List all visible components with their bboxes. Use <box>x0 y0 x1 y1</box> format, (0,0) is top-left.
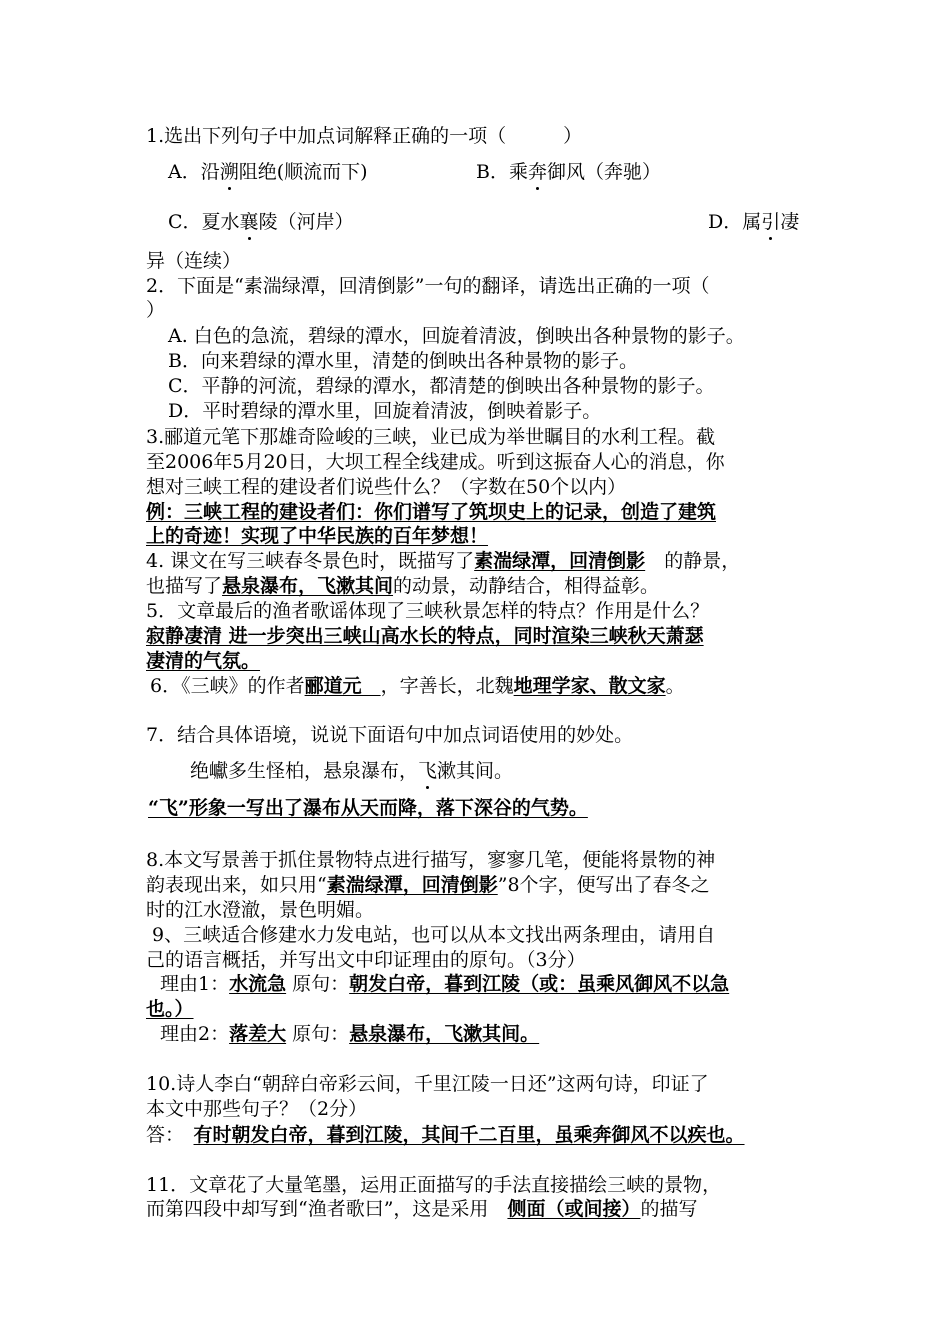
q9-line-1: 9、三峡适合修建水力发电站，也可以从本文找出两条理由，请用自 <box>152 924 716 946</box>
q2-option-a: A. 白色的急流，碧绿的潭水，回旋着清波，倒映出各种景物的影子。 <box>168 325 745 347</box>
emphasis-dot: 溯 <box>219 161 239 183</box>
q2-option-c: C．平静的河流，碧绿的潭水，都清楚的倒映出各种景物的影子。 <box>168 375 715 397</box>
q2-option-d: D．平时碧绿的潭水里，回旋着清波，倒映着影子。 <box>168 400 602 422</box>
q3-answer-2: 上的奇迹！实现了中华民族的百年梦想！ <box>146 525 489 547</box>
emphasis-dot: 引 <box>761 211 781 233</box>
q7-answer: “飞”形象一写出了瀑布从天而降，落下深谷的气势。 <box>148 797 588 819</box>
q5-stem: 5．文章最后的渔者歌谣体现了三峡秋景怎样的特点？作用是什么？ <box>146 600 710 622</box>
emphasis-dot: 飞 <box>418 760 438 782</box>
q4-answer-1: 素湍绿潭，回清倒影 <box>474 550 646 572</box>
q10-answer-line: 答： 有时朝发白帝，暮到江陵，其间千二百里，虽乘奔御风不以疾也。 <box>146 1124 745 1146</box>
q1-option-b: B．乘奔御风（奔驰） <box>476 161 661 183</box>
q10-line-1: 10.诗人李白“朝辞白帝彩云间，千里江陵一日还”这两句诗，印证了 <box>146 1073 709 1095</box>
q10-answer: 有时朝发白帝，暮到江陵，其间千二百里，虽乘奔御风不以疾也。 <box>193 1124 745 1146</box>
q3-line-3: 想对三峡工程的建设者们说些什么？（字数在50个以内） <box>146 476 627 498</box>
emphasis-dot: 襄 <box>239 211 259 233</box>
q2-stem: 2．下面是“素湍绿潭，回清倒影”一句的翻译，请选出正确的一项（ <box>146 275 710 297</box>
q11-line-1: 11．文章花了大量笔墨，运用正面描写的手法直接描绘三峡的景物， <box>146 1174 722 1196</box>
q8-answer: 素湍绿潭，回清倒影 <box>326 874 498 896</box>
q11-line-2: 而第四段中却写到“渔者歌曰”，这是采用 侧面（或间接）的描写 <box>146 1198 698 1220</box>
q5-answer-1: 寂静凄清 进一步突出三峡山高水长的特点，同时渲染三峡秋天萧瑟 <box>146 625 704 647</box>
emphasis-dot: 奔 <box>527 161 547 183</box>
q8-line-2: 韵表现出来，如只用“素湍绿潭，回清倒影”8个字，便写出了春冬之 <box>146 874 710 896</box>
q3-answer-1: 例：三峡工程的建设者们：你们谱写了筑坝史上的记录，创造了建筑 <box>146 501 717 523</box>
q9-reason-1: 理由1：水流急 原句：朝发白帝，暮到江陵（或：虽乘风御风不以急 <box>160 973 730 995</box>
q11-answer: 侧面（或间接） <box>507 1198 641 1220</box>
q6-answer-2: 地理学家、散文家 <box>513 675 666 697</box>
q9-reason-2: 理由2：落差大 原句：悬泉瀑布，飞漱其间。 <box>160 1023 540 1045</box>
q4-line-1: 4. 课文在写三峡春冬景色时，既描写了素湍绿潭，回清倒影 的静景， <box>146 550 741 572</box>
q2-option-b: B．向来碧绿的潭水里，清楚的倒映出各种景物的影子。 <box>168 350 638 372</box>
q6-line: 6．《三峡》的作者郦道元 ，字善长，北魏地理学家、散文家。 <box>150 675 685 697</box>
q1-option-d: D．属引凄 <box>708 211 800 233</box>
q1-stem: 1.选出下列句子中加点词解释正确的一项（ ） <box>146 125 583 147</box>
q3-line-1: 3.郦道元笔下那雄奇险峻的三峡，业已成为举世瞩目的水利工程。截 <box>146 426 716 448</box>
q6-answer-1: 郦道元 <box>304 675 381 697</box>
q9-reason-2-answer: 落差大 <box>229 1023 287 1045</box>
q9-quote-1-answer: 朝发白帝，暮到江陵（或：虽乘风御风不以急 <box>349 973 730 995</box>
q4-line-2: 也描写了悬泉瀑布，飞漱其间的动景，动静结合，相得益彰。 <box>146 575 660 597</box>
q8-line-1: 8.本文写景善于抓住景物特点进行描写，寥寥几笔，便能将景物的神 <box>146 849 716 871</box>
q9-quote-2-answer: 悬泉瀑布，飞漱其间。 <box>349 1023 540 1045</box>
q1-option-a: A．沿溯阻绝(顺流而下) <box>168 161 368 183</box>
q8-line-3: 时的江水澄澈，景色明媚。 <box>146 899 375 921</box>
q9-line-2: 己的语言概括，并写出文中印证理由的原句。（3分） <box>146 949 586 971</box>
q5-answer-2: 凄清的气氛。 <box>146 650 261 672</box>
q10-line-2: 本文中那些句子？（2分） <box>146 1098 368 1120</box>
q4-answer-2: 悬泉瀑布，飞漱其间 <box>222 575 394 597</box>
q7-quote: 绝巘多生怪柏，悬泉瀑布，飞漱其间。 <box>190 760 514 782</box>
q9-quote-1-cont: 也。） <box>146 998 194 1020</box>
q1-option-d-cont: 异（连续） <box>146 250 242 272</box>
q3-line-2: 至2006年5月20日，大坝工程全线建成。听到这振奋人心的消息，你 <box>146 451 725 473</box>
q9-reason-1-answer: 水流急 <box>229 973 287 995</box>
q2-stem-end: ） <box>146 299 166 321</box>
q7-stem: 7．结合具体语境，说说下面语句中加点词语使用的妙处。 <box>146 724 634 746</box>
q1-option-c: C．夏水襄陵（河岸） <box>168 211 354 233</box>
